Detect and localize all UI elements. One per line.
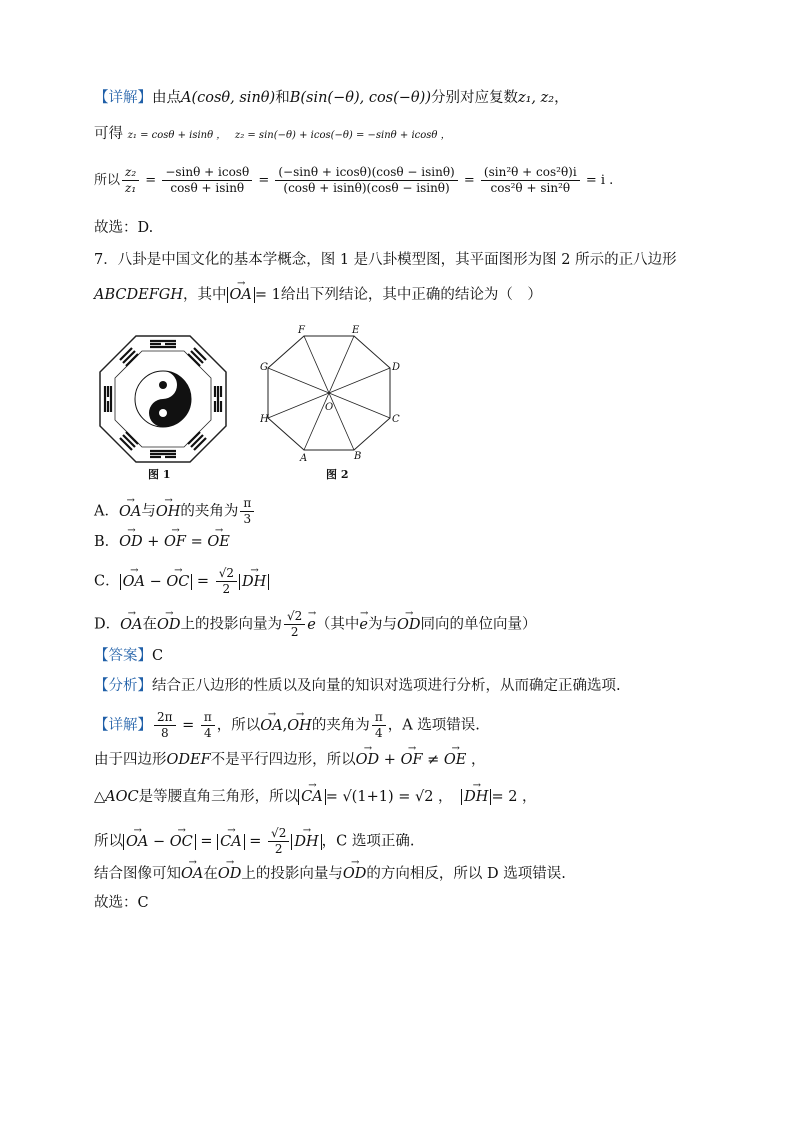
- text: = i .: [585, 173, 614, 188]
- vector-dh: → DH: [294, 832, 318, 852]
- detail-2-line-5: [94, 864, 566, 884]
- detail-tag: 【详解】: [94, 717, 152, 734]
- analysis-tag: 【分析】: [94, 678, 152, 694]
- fraction-sqrt2-2: $\frac{√2}{2}$: [268, 826, 289, 857]
- label-o: O: [325, 402, 334, 413]
- text: B．: [94, 534, 120, 550]
- detail-line-2: [94, 124, 451, 146]
- fraction-1: $\frac{-\sin\theta + icos\theta}{\cos\theta + isin\theta}$: [162, 165, 252, 196]
- vector-oa: → OA: [181, 864, 203, 884]
- detail-line-1: [94, 88, 569, 108]
- vector-oa: → OA: [119, 502, 141, 522]
- detail-2-line-2: 由于四边形ODEF不是平行四边形，所以→ OD + → OF ≠ → OE ，: [94, 750, 485, 770]
- text: 由点: [152, 90, 181, 106]
- vector-of: → OF: [401, 750, 423, 770]
- label-g: G: [260, 362, 268, 373]
- detail-2-line-4: 所以→ OA − → OC = → CA = $\frac{√2}{2}$ → DH ，C 选项正确.: [94, 826, 414, 857]
- label-b: B: [354, 451, 362, 462]
- text: ，C 选项正确.: [321, 833, 415, 850]
- text: ，A 选项错误.: [387, 717, 480, 734]
- option-c: C．→ OA − → OC = $\frac{√2}{2}$ → DH: [94, 566, 269, 597]
- unit-vector-e: → e: [307, 615, 316, 635]
- vector-od: → OD: [397, 615, 421, 635]
- question-7-line-1: 7．八卦是中国文化的基本学概念，图 1 是八卦模型图，其平面图形为图 2 所示的正八边形: [94, 252, 677, 268]
- option-b: B．→ OD + → OF = → OE: [94, 532, 230, 552]
- answer-line: [94, 646, 163, 666]
- vector-oc: → OC: [166, 572, 189, 592]
- text: 的夹角为: [311, 717, 370, 734]
- vector-ca: → CA: [220, 832, 242, 852]
- text: 所以: [94, 833, 123, 850]
- text: 是等腰直角三角形，所以: [138, 789, 299, 805]
- fraction-2: $\frac{(-\sin\theta + icos\theta)(\cos\theta - isin\theta)}{(\cos\theta + isin\theta)(\cos\theta - isin\theta)}$: [275, 165, 457, 196]
- text: 为与: [367, 616, 397, 633]
- figure-1-caption: 图 1: [148, 468, 171, 481]
- text: D．: [94, 616, 121, 633]
- fraction-pi-4: $\frac{\pi}{4}$: [201, 710, 215, 741]
- text: ，所以: [216, 717, 261, 734]
- text: 的夹角为: [180, 503, 239, 520]
- fraction-sqrt2-2: $\frac{√2}{2}$: [216, 566, 237, 597]
- text: 不是平行四边形，所以: [210, 752, 356, 768]
- bagua-figure: [98, 334, 228, 464]
- vector-od: → OD: [157, 615, 181, 635]
- detail-2-line-1: 【详解】 $\frac{2\pi}{8}$ = $\frac{\pi}{4}$ ，所以→ OA,→ OH的夹角为 $\frac{\pi}{4}$ ，A 选项错误.: [94, 710, 480, 741]
- vector-oa: → OA: [123, 572, 145, 592]
- text: 上的投影向量与: [241, 866, 343, 882]
- vector-oa: → OA: [126, 832, 148, 852]
- text: = 1: [254, 287, 281, 303]
- answer-value: C: [152, 648, 164, 664]
- text: 可得: [94, 126, 123, 142]
- option-d: [94, 609, 537, 640]
- text: 与: [141, 503, 156, 520]
- text: = 2 ，: [491, 789, 537, 805]
- fraction-pi-4: $\frac{\pi}{4}$: [372, 710, 386, 741]
- text: 在: [203, 866, 218, 882]
- text: 同向的单位向量）: [420, 616, 537, 633]
- vector-oh: → OH: [156, 502, 181, 522]
- triangle-aoc: △AOC: [94, 789, 139, 805]
- vector-oe: → OE: [207, 532, 229, 552]
- text: 结合图像可知: [94, 866, 181, 882]
- vector-oa: → OA: [230, 285, 252, 305]
- choose-d: 故选：D.: [94, 220, 154, 236]
- text: ，其中: [183, 287, 227, 303]
- label-f: F: [298, 325, 305, 336]
- text: 由于四边形: [94, 752, 167, 768]
- choose-c: 故选：C: [94, 895, 149, 911]
- text: 和: [275, 90, 290, 106]
- vector-od: → OD: [356, 750, 380, 770]
- vector-ca: → CA: [301, 787, 323, 807]
- question-7-line-2: [94, 285, 542, 305]
- text: 的方向相反，所以 D 选项错误.: [366, 866, 566, 882]
- fraction-3: $\frac{\text{(sin²θ + cos²θ)i}}{\text{cos²θ + sin²θ}}$: [481, 165, 580, 196]
- octagon-figure: [260, 322, 410, 464]
- vector-dh: → DH: [242, 572, 266, 592]
- detail-2-line-3: [94, 787, 537, 807]
- point-a: A(cosθ, sinθ): [181, 90, 276, 106]
- detail-line-3: 所以 $\frac{\text{z₂}}{\text{z₁}}$ = $\frac{-\sin\theta + icos\theta}{\cos\theta + isin\theta}$ = $\frac{(-\sin\theta + icos\theta)(\cos\theta - isin\theta)}{(\cos\theta + isin\theta)(\cos\theta - isin\theta)}$ = $\frac{\text{(sin²θ + cos²θ)i}}{\text{cos²θ + sin²θ}}$ = i .: [94, 165, 614, 195]
- analysis-line: [94, 676, 621, 696]
- label-h: H: [260, 414, 269, 425]
- text: （其中: [315, 616, 360, 633]
- vector-oc: → OC: [170, 832, 193, 852]
- label-c: C: [392, 414, 400, 425]
- text: 给出下列结论，其中正确的结论为（ ）: [280, 287, 542, 303]
- fraction-pi-3: $\frac{\pi}{3}$: [240, 496, 254, 527]
- answer-tag: 【答案】: [94, 648, 152, 664]
- vector-oe: → OE: [444, 750, 466, 770]
- octagon-diagonals: [268, 336, 390, 450]
- text: 所以: [94, 173, 121, 188]
- formula-z1: z₁ = cosθ + isinθ ，: [127, 130, 227, 141]
- text: 分别对应复数: [430, 90, 518, 106]
- text: 在: [142, 616, 157, 633]
- vector-od: → OD: [218, 864, 242, 884]
- vector-od: → OD: [119, 532, 143, 552]
- complex-z: z₁, z₂: [517, 90, 555, 106]
- text: A．: [94, 503, 119, 520]
- formula-z2: z₂ = sin(−θ) + icos(−θ) = −sinθ + icosθ ，: [234, 130, 451, 141]
- fraction-2pi-8: $\frac{2\pi}{8}$: [154, 710, 176, 741]
- octagon-name: ABCDEFGH: [94, 287, 183, 303]
- analysis-text: 结合正八边形的性质以及向量的知识对选项进行分析，从而确定正确选项.: [152, 678, 621, 694]
- detail-tag: 【详解】: [94, 90, 152, 106]
- quad-odef: ODEF: [166, 752, 211, 768]
- fraction-z2-z1: $\frac{\text{z₂}}{\text{z₁}}$: [122, 165, 139, 196]
- fraction-sqrt2-2: $\frac{√2}{2}$: [284, 609, 305, 640]
- label-e: E: [352, 325, 360, 336]
- vector-oa: → OA: [120, 615, 142, 635]
- vector-oh: → OH: [287, 716, 312, 736]
- unit-vector-e: → e: [359, 615, 368, 635]
- vector-od: → OD: [343, 864, 367, 884]
- vector-oa: → OA: [260, 716, 282, 736]
- yin-yang-icon: [135, 371, 191, 427]
- label-d: D: [392, 362, 401, 373]
- text: ，: [554, 90, 569, 106]
- vector-dh: → DH: [464, 787, 488, 807]
- vector-of: → OF: [164, 532, 186, 552]
- text: C．: [94, 573, 120, 590]
- label-a: A: [300, 453, 308, 464]
- text: = √(1+1) = √2 ，: [325, 789, 453, 805]
- figure-2-caption: 图 2: [326, 468, 349, 481]
- point-b: B(sin(−θ), cos(−θ)): [289, 90, 431, 106]
- text: 上的投影向量为: [180, 616, 283, 633]
